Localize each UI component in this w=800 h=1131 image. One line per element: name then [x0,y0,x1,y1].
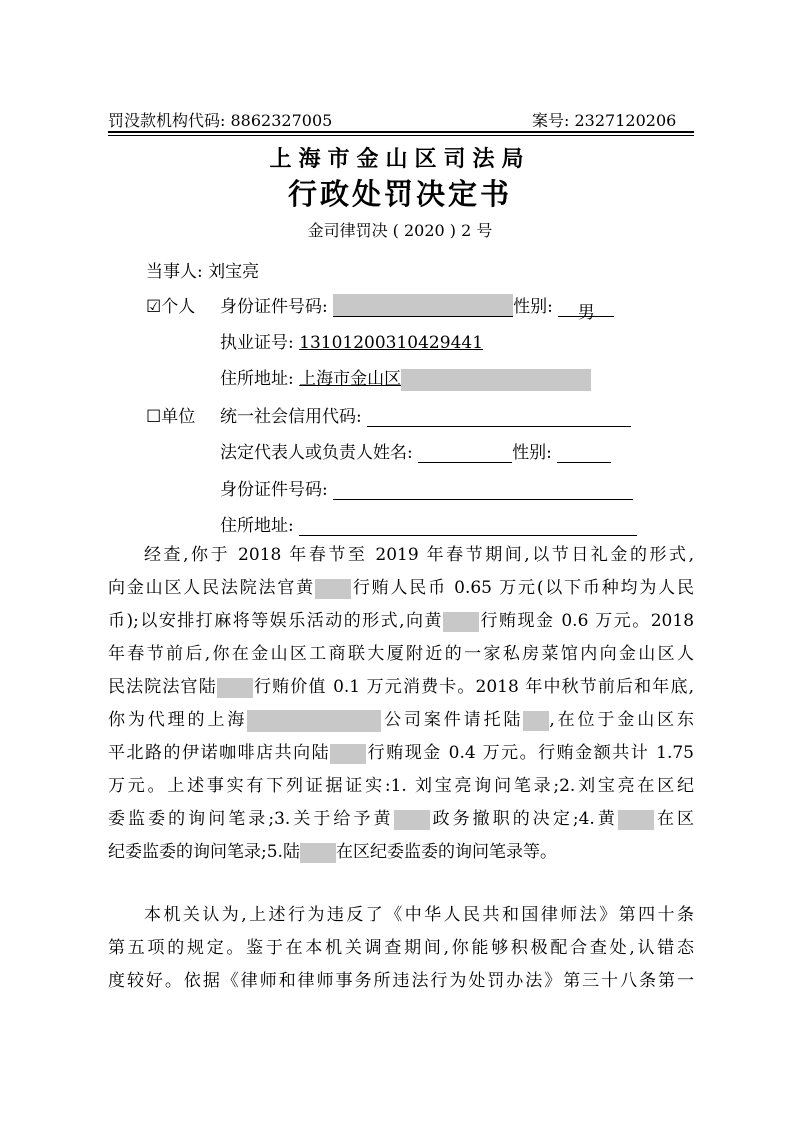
id-number-row [220,292,614,323]
credit-code-field [367,408,631,427]
findings-line: 万元。上述事实有下列证据证实:1. 刘宝亮询问笔录;2.刘宝亮在区纪 [108,776,694,796]
findings-line: 币);以安排打麻将等娱乐活动的形式,向黄 行贿现金 0.6 万元。2018 [108,611,694,631]
address-prefix: 上海市金山区 [299,369,402,389]
name-redaction [523,711,549,731]
id-number-redaction [333,294,513,316]
unit-checkbox: ☐单位 [146,407,196,427]
org-code-value: 8862327005 [230,111,333,130]
name-redaction [217,678,253,698]
party-name: 刘宝亮 [208,262,260,282]
findings-line: 民法院法官陆 行贿价值 0.1 万元消费卡。2018 年中秋节前后和年底, [108,677,694,697]
representative-row [220,438,611,463]
case-number: 2327120206 [574,111,677,130]
name-redaction [394,810,430,830]
document-title: 行政处罚决定书 [287,177,512,211]
findings-line: 经查,你于 2018 年春节至 2019 年春节期间,以节日礼金的形式, [144,545,694,565]
unit-address-label: 住所地址: [220,516,294,536]
address-label: 住所地址: [220,369,294,389]
address-redaction [401,369,591,391]
unit-gender-label: 性别: [512,443,552,463]
findings-line: 年春节前后,你在金山区工商联大厦附近的一家私房菜馆内向金山区人 [108,644,694,664]
conclusion-line: 度较好。依据《律师和律师事务所违法行为处罚办法》第三十八条第一 [108,971,694,991]
findings-line: 你为代理的上海 公司案件请托陆 ,在位于金山区东 [108,710,694,730]
address-row [220,364,591,391]
id-number-label: 身份证件号码: [220,297,328,317]
unit-id-row [220,475,633,500]
unit-gender-field [557,444,611,463]
id-number-field [333,298,513,317]
credit-code-label: 统一社会信用代码: [220,407,362,427]
case-number-line [532,108,676,131]
findings-line: 纪委监委的询问笔录;5.陆 在区纪委监委的询问笔录等。 [108,842,557,862]
name-redaction [618,810,654,830]
license-label: 执业证号: [220,333,294,353]
issuing-organization: 上海市金山区司法局 [269,146,531,172]
document-number: 金司律罚决 ( 2020 ) 2 号 [307,221,493,240]
header-rule-thin [108,135,694,136]
license-row [220,328,483,353]
representative-field [418,444,512,463]
findings-line: 委监委的询问笔录;3.关于给予黄 政务撤职的决定;4.黄 在区 [108,809,694,829]
name-redaction [330,744,366,764]
credit-code-row [220,402,631,427]
unit-address-field [299,517,637,536]
company-redaction [247,710,381,732]
findings-line: 平北路的伊诺咖啡店共向陆 行贿现金 0.4 万元。行贿金额共计 1.75 [108,743,694,763]
gender-label: 性别: [513,297,553,317]
party-label: 当事人: [146,262,203,282]
org-code-line [108,108,332,131]
findings-line: 向金山区人民法院法官黄 行贿人民币 0.65 万元(以下币种均为人民 [108,578,694,598]
unit-id-field [333,481,633,500]
header-rule-thick [108,131,694,133]
unit-address-row [220,511,637,536]
party-line [146,257,259,282]
individual-checkbox: ☑个人 [146,297,196,317]
name-redaction [315,579,351,599]
unit-id-label: 身份证件号码: [220,480,328,500]
conclusion-line: 本机关认为,上述行为违反了《中华人民共和国律师法》第四十条 [144,905,694,925]
gender-value: 男 [558,298,614,317]
case-label: 案号: [532,111,570,130]
org-code-label: 罚没款机构代码: [108,111,226,130]
conclusion-paragraph [108,899,694,998]
license-number: 13101200310429441 [299,333,484,353]
conclusion-line: 第五项的规定。鉴于在本机关调查期间,你能够积极配合查处,认错态 [108,938,694,958]
name-redaction [300,843,336,863]
name-redaction [443,612,479,632]
representative-label: 法定代表人或负责人姓名: [220,443,413,463]
findings-paragraph [108,539,694,869]
